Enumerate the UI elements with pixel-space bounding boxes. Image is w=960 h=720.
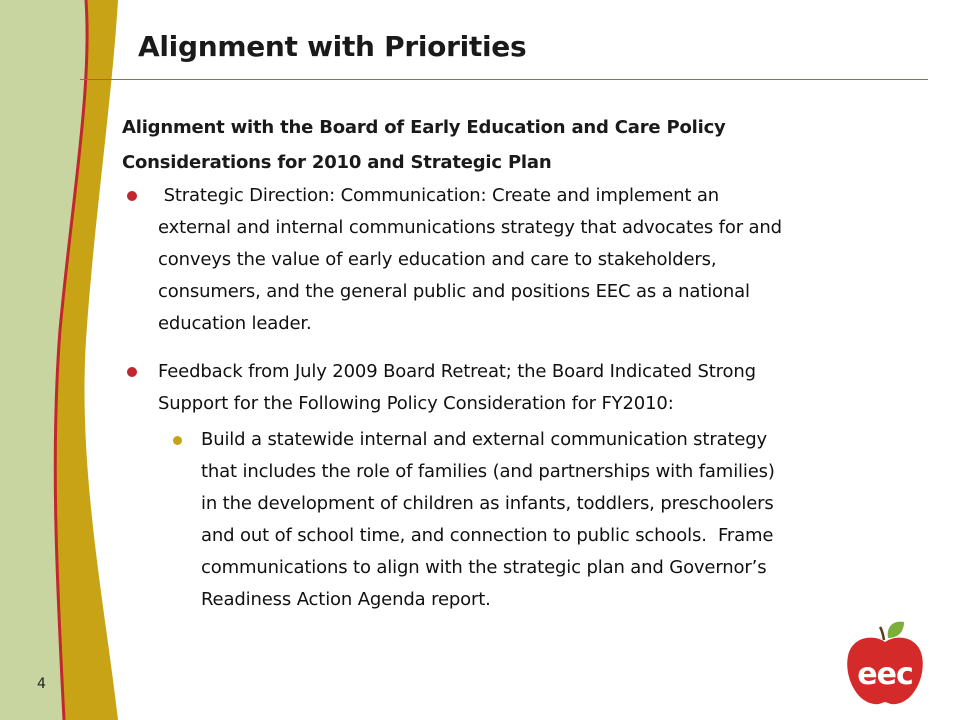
bullet-line: Feedback from July 2009 Board Retreat; the Board Indicated Strong [158,361,756,382]
slide-title: Alignment with Priorities [138,30,527,63]
decorative-left-band [0,0,130,720]
subheading-line-1: Alignment with the Board of Early Education and Care Policy [122,117,726,138]
page-number: 4 [37,676,46,692]
bullet-line: consumers, and the general public and positions EEC as a national [158,281,750,302]
sub-bullet-line: and out of school time, and connection to public schools. Frame [201,525,774,546]
sub-bullet-communication-strategy [158,424,932,616]
sub-bullet-line: Build a statewide internal and external communication strategy [201,429,768,450]
sub-bullet-line: Readiness Action Agenda report. [201,589,491,610]
sub-bullet-line: in the development of children as infants, toddlers, preschoolers [201,493,774,514]
bullet-line: conveys the value of early education and care to stakeholders, [158,249,717,270]
bullet-line: external and internal communications strategy that advocates for and [158,217,782,238]
slide-content [122,110,932,616]
logo-text: eec [857,657,913,692]
title-divider [80,79,928,80]
bullet-dot-icon [127,191,137,201]
bullet-dot-icon [127,367,137,377]
subheading-line-2: Considerations for 2010 and Strategic Plan [122,152,552,173]
sub-bullet-line: that includes the role of families (and partnerships with families) [201,461,775,482]
eec-apple-logo [842,618,928,708]
bullet-line: Support for the Following Policy Consideration for FY2010: [158,393,674,414]
sub-bullet-list [158,424,932,616]
bullet-list [122,180,932,616]
sub-bullet-dot-icon [173,436,182,445]
subheading [122,110,932,180]
sub-bullet-line: communications to align with the strategic plan and Governor’s [201,557,767,578]
bullet-line: education leader. [158,313,312,334]
bullet-strategic-direction [122,180,932,340]
bullet-line: Strategic Direction: Communication: Create and implement an [158,185,719,206]
bullet-board-retreat-feedback [122,356,932,616]
